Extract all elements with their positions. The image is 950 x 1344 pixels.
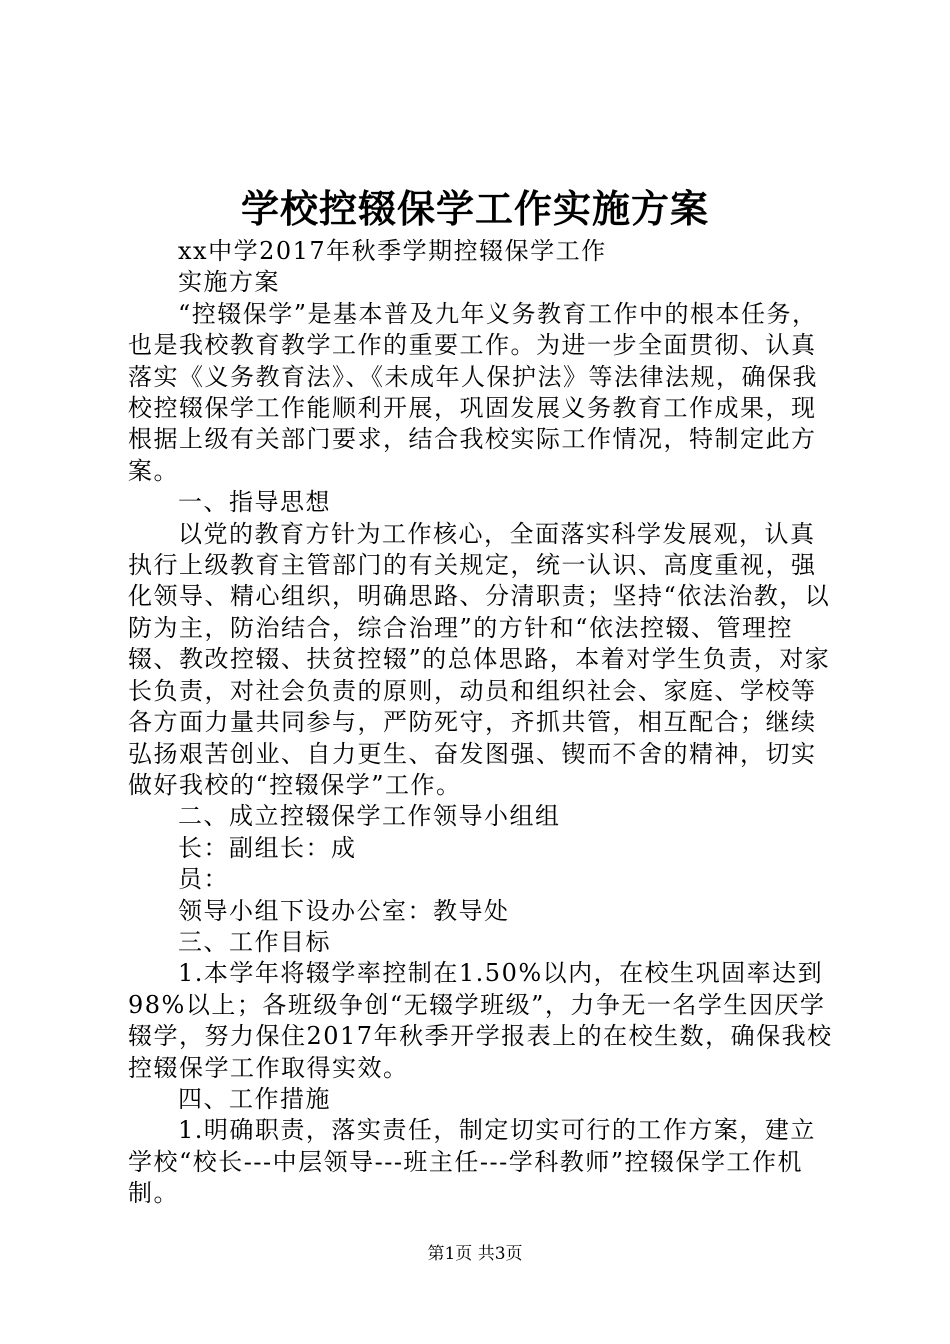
- plan-heading-line: 实施方案: [178, 268, 280, 297]
- school-heading-line: xx中学2017年秋季学期控辍保学工作: [178, 237, 607, 265]
- section-heading-leadership-group: 二、成立控辍保学工作领导小组组: [178, 802, 561, 831]
- office-line: 领导小组下设办公室：教导处: [178, 896, 510, 925]
- section-heading-measures: 四、工作措施: [178, 1084, 331, 1113]
- section-heading-goals: 三、工作目标: [178, 927, 331, 956]
- intro-paragraph: “控辍保学”是基本普及九年义务教育工作中的根本任务，也是我校教育教学工作的重要工作。为进一步全面贯彻、认真落实《义务教育法》、《未成年人保护法》等法律法规，确保我校控辍保学工作能顺利开展，巩固发展义务教育工作成果，现根据上级有关部门要求，结合我校实际工作情况，特制定此方案。: [128, 299, 818, 485]
- document-title: 学校控辍保学工作实施方案: [240, 186, 709, 231]
- document-body: [128, 236, 833, 1210]
- page-footer: 第1页 共3页: [427, 1244, 523, 1264]
- measures-paragraph: 1.明确职责，落实责任，制定切实可行的工作方案，建立学校“校长---中层领导---班主任---学科教师”控辍保学工作机制。: [128, 1116, 816, 1208]
- members-line: 员：: [178, 865, 229, 894]
- leadership-group-line: 长：副组长：成: [178, 833, 357, 862]
- guiding-thought-paragraph: 以党的教育方针为工作核心，全面落实科学发展观，认真执行上级教育主管部门的有关规定，统一认识、高度重视，强化领导、精心组织，明确思路、分清职责；坚持“依法治教，以防为主，防治结合，综合治理”的方针和“依法控辍、管理控辍、教改控辍、扶贫控辍”的总体思路，本着对学生负责，对家长负责，对社会负责的原则，动员和组织社会、家庭、学校等各方面力量共同参与，严防死守，齐抓共管，相互配合；继续弘扬艰苦创业、自力更生、奋发图强、锲而不舍的精神，切实做好我校的“控辍保学”工作。: [128, 519, 831, 799]
- section-heading-guiding-thought: 一、指导思想: [178, 488, 331, 517]
- goals-paragraph: 1.本学年将辍学率控制在1.50%以内，在校生巩固率达到98%以上；各班级争创“无辍学班级”，力争无一名学生因厌学辍学，努力保住2017年秋季开学报表上的在校生数，确保我校控辍保学工作取得实效。: [128, 959, 833, 1082]
